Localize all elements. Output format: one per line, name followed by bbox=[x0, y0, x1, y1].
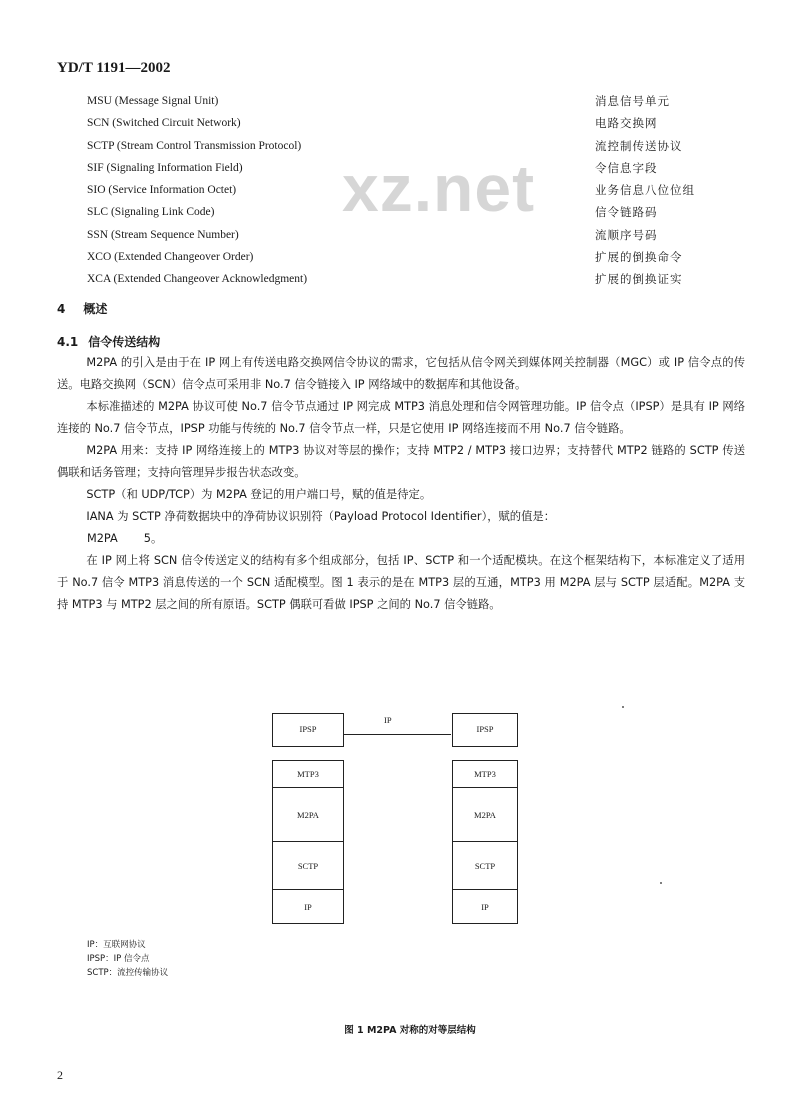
watermark: xz.net bbox=[342, 151, 536, 225]
paragraph: SCTP（和 UDP/TCP）为 M2PA 登记的用户端口号，赋的值是待定。 bbox=[86, 488, 432, 501]
abbreviation-term: SLC (Signaling Link Code) bbox=[87, 206, 215, 219]
abbreviation-translation: 扩展的倒换命令 bbox=[595, 250, 683, 265]
left-layer-ip: IP bbox=[304, 902, 312, 912]
abbreviation-translation: 流顺序号码 bbox=[595, 227, 658, 242]
abbreviation-translation: 扩展的倒换证实 bbox=[595, 272, 683, 287]
left-layer-mtp3: MTP3 bbox=[297, 769, 319, 779]
right-ipsp-box bbox=[452, 713, 518, 747]
left-layer-sctp: SCTP bbox=[297, 861, 319, 871]
paragraph: IANA 为 SCTP 净荷数据块中的净荷协议识别符（Payload Protocol Identifier），赋的值是： bbox=[86, 510, 555, 523]
left-ipsp-box bbox=[272, 713, 344, 747]
abbreviation-translation: 消息信号单元 bbox=[595, 94, 670, 108]
abbreviation-term: MSU (Message Signal Unit) bbox=[87, 95, 219, 107]
figure-legend bbox=[87, 938, 168, 980]
ppid-value: 5。 bbox=[143, 532, 163, 545]
abbreviation-translation: 电路交换网 bbox=[595, 116, 658, 131]
ip-link-line bbox=[343, 734, 451, 735]
abbreviation-term: SCTP (Stream Control Transmission Protocol) bbox=[87, 139, 302, 152]
scan-speck bbox=[622, 706, 624, 708]
right-layer-mtp3: MTP3 bbox=[474, 769, 496, 779]
figure-caption: 图 1 M2PA 对称的对等层结构 bbox=[344, 1025, 476, 1036]
section-title: 概述 bbox=[83, 302, 108, 316]
abbreviation-term: SSN (Stream Sequence Number) bbox=[87, 228, 239, 241]
legend-item: IP：互联网协议 bbox=[87, 940, 146, 950]
abbreviation-term: SCN (Switched Circuit Network) bbox=[87, 117, 241, 130]
abbreviation-term: SIO (Service Information Octet) bbox=[87, 184, 237, 197]
standard-code: YD/T 1191—2002 bbox=[57, 60, 171, 76]
abbreviation-term: XCA (Extended Changeover Acknowledgment) bbox=[87, 273, 308, 286]
abbreviation-translation: 流控制传送协议 bbox=[595, 138, 683, 153]
right-layer-ip: IP bbox=[481, 902, 489, 912]
right-protocol-stack bbox=[452, 760, 518, 924]
left-protocol-stack bbox=[272, 760, 344, 924]
subsection-number: 4.1 bbox=[57, 335, 79, 349]
scan-speck bbox=[660, 882, 662, 884]
abbreviation-term: XCO (Extended Changeover Order) bbox=[87, 251, 254, 264]
paragraph: 在 IP 网上将 SCN 信令传送定义的结构有多个组成部分，包括 IP、SCTP 和一个适配模块。在这个框架结构下，本标准定义了适用于 No.7 信令 MTP3 消息传送的一个 SCN 适配模型。图 1 表示的是在 MTP3 层的互通，MTP3 用 M2PA 层与 SCTP 层适配。M2PA 支持 MTP3 与 MTP2 层之间的所有原语。SCTP 偶联可看做 IPSP 之间的 No.7 信令链路。 bbox=[57, 554, 745, 611]
page-number: 2 bbox=[57, 1068, 63, 1082]
legend-item: SCTP：流控传输协议 bbox=[87, 968, 169, 978]
ppid-label: M2PA bbox=[87, 532, 118, 545]
subsection-title: 信令传送结构 bbox=[88, 335, 161, 349]
right-ipsp-label: IPSP bbox=[476, 724, 494, 734]
right-layer-m2pa: M2PA bbox=[474, 810, 496, 820]
paragraph: M2PA 的引入是由于在 IP 网上有传送电路交换网信令协议的需求，它包括从信令网关到媒体网关控制器（MGC）或 IP 信令点的传送。电路交换网（SCN）信令点可采用非 No.7 信令链接入 IP 网络域中的数据库和其他设备。 bbox=[57, 356, 745, 391]
paragraph: M2PA 用来：支持 IP 网络连接上的 MTP3 协议对等层的操作；支持 MTP2 / MTP3 接口边界；支持替代 MTP2 链路的 SCTP 传送偶联和话务管理；支持向管理异步报告状态改变。 bbox=[57, 444, 745, 479]
legend-item: IPSP：IP 信令点 bbox=[87, 954, 150, 964]
abbreviation-translation: 信令链路码 bbox=[595, 205, 658, 220]
ip-link-label: IP bbox=[384, 715, 392, 725]
left-layer-m2pa: M2PA bbox=[297, 810, 319, 820]
abbreviation-translation: 业务信息八位位组 bbox=[595, 183, 695, 198]
left-ipsp-label: IPSP bbox=[299, 724, 317, 734]
abbreviation-term: SIF (Signaling Information Field) bbox=[87, 161, 243, 174]
right-layer-sctp: SCTP bbox=[474, 861, 496, 871]
abbreviation-translation: 令信息字段 bbox=[595, 160, 658, 175]
section-number: 4 bbox=[57, 302, 66, 316]
paragraph: 本标准描述的 M2PA 协议可使 No.7 信令节点通过 IP 网完成 MTP3 消息处理和信令网管理功能。IP 信令点（IPSP）是具有 IP 网络连接的 No.7 信令节点，IPSP 功能与传统的 No.7 信令节点一样，只是它使用 IP 网络连接而不用 No.7 信令链路。 bbox=[57, 400, 745, 435]
